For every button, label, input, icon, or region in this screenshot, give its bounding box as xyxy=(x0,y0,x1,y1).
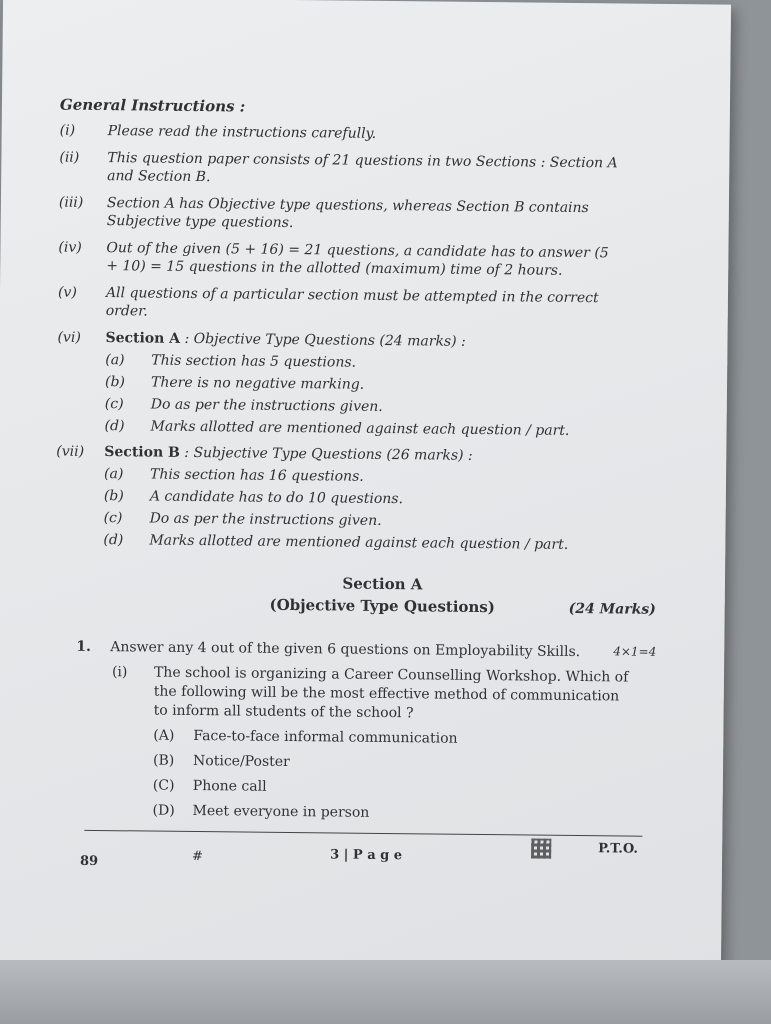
sub-item: (c) Do as per the instructions given. xyxy=(104,396,383,415)
item-number: (i) xyxy=(59,122,76,139)
table-surface xyxy=(0,960,771,1024)
section-a-instruction xyxy=(57,329,617,353)
footer-hash: # xyxy=(192,848,204,865)
item-number: (iv) xyxy=(58,239,82,256)
general-instructions xyxy=(55,96,620,559)
item-text: This question paper consists of 21 questions in two Sections : Section A and Section B. xyxy=(107,150,618,186)
sub-item: (b) There is no negative marking. xyxy=(104,374,365,393)
sub-item: (b) A candidate has to do 10 questions. xyxy=(103,488,404,508)
section-a-label: Section A xyxy=(105,330,181,347)
sub-item: (d) Marks allotted are mentioned against each question / part. xyxy=(103,532,569,553)
question-number: 1. xyxy=(76,638,91,655)
section-subtitle: (Objective Type Questions) xyxy=(269,595,495,617)
sub-item: (d) Marks allotted are mentioned against each question / part. xyxy=(104,418,570,439)
question-text: Answer any 4 out of the given 6 questions on Employability Skills. xyxy=(110,639,581,661)
item-number: (iii) xyxy=(58,194,84,211)
qr-code-icon xyxy=(531,839,551,859)
item-text: All questions of a particular section must be attempted in the correct order. xyxy=(105,285,599,320)
sub-question-i xyxy=(112,663,633,725)
section-b-instruction xyxy=(56,443,616,467)
instruction-item xyxy=(60,122,620,146)
question-score: 4×1=4 xyxy=(613,644,657,659)
instruction-item xyxy=(59,194,619,236)
sub-item: (c) Do as per the instructions given. xyxy=(103,510,382,529)
instructions-heading: General Instructions : xyxy=(59,95,246,116)
section-title: Section A xyxy=(342,574,423,594)
question-1 xyxy=(76,639,656,661)
sub-item: (a) This section has 5 questions. xyxy=(105,352,357,371)
section-b-desc: : Subjective Type Questions (26 marks) : xyxy=(184,444,473,464)
item-number: (vi) xyxy=(57,329,81,346)
section-b-label: Section B xyxy=(104,444,180,461)
instruction-item xyxy=(58,284,618,326)
item-text: Out of the given (5 + 16) = 21 questions, a candidate has to answer (5 + 10) = 15 questions in the allotted (maximum) time of 2 hours. xyxy=(106,240,609,279)
item-number: (v) xyxy=(57,284,77,301)
option: (D) Meet everyone in person xyxy=(152,802,370,821)
paper-code: 89 xyxy=(79,853,99,870)
section-a-desc: : Objective Type Questions (24 marks) : xyxy=(184,330,466,350)
footer-divider xyxy=(84,830,642,837)
option: (A) Face-to-face informal communication xyxy=(153,727,458,747)
option: (B) Notice/Poster xyxy=(153,752,290,771)
page-number: 3 | P a g e xyxy=(330,847,403,864)
item-number: (vii) xyxy=(56,443,85,460)
instruction-item xyxy=(58,239,618,281)
sub-question-text: The school is organizing a Career Counselling Workshop. Which of the following will be the most effective method of communication to inform all students of the school ? xyxy=(153,664,629,722)
instruction-item xyxy=(59,149,619,191)
section-marks: (24 Marks) xyxy=(568,600,656,618)
pto-label: P.T.O. xyxy=(598,841,639,857)
item-number: (ii) xyxy=(59,149,80,166)
option: (C) Phone call xyxy=(152,777,267,795)
sub-item: (a) This section has 16 questions. xyxy=(104,466,364,485)
sub-question-number: (i) xyxy=(111,664,128,681)
item-text: Please read the instructions carefully. xyxy=(107,123,377,142)
item-text: Section A has Objective type questions, whereas Section B contains Subjective type questions. xyxy=(106,195,589,232)
answer-options xyxy=(152,727,457,830)
